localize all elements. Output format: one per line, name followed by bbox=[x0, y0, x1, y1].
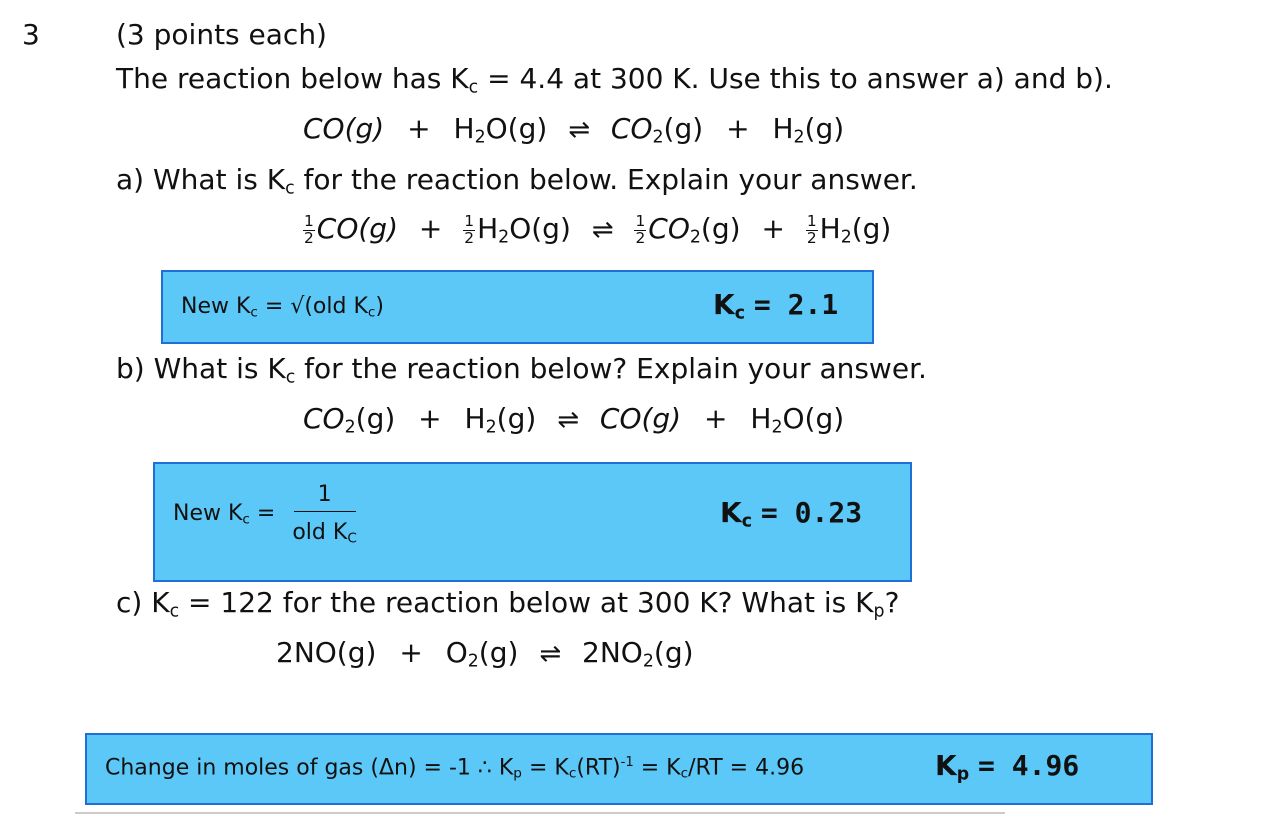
answer-a-text: New $K_c = √(old$ $K_c$) bbox=[181, 294, 384, 321]
reaction-equation-half: $\frac{1}{2}$ CO(g) + $\frac{1}{2}$ $H_2O(g)$ ⇌ $\frac{1}{2}$ $CO_2(g)$ + $\frac{1}{2}$ $H_2(g)$ bbox=[304, 212, 892, 248]
equilibrium-arrow-icon: ⇌ bbox=[557, 405, 579, 435]
answer-box-b bbox=[153, 462, 912, 582]
reaction-equation-main: $CO(g) + H_2O(g)$ ⇌ $CO_2(g) + H_2(g)$ bbox=[303, 112, 845, 148]
intro-text: The reaction below has $K_c = 4.4$ at 300 K. Use this to answer a) and b). bbox=[116, 62, 1113, 98]
page-bottom-rule bbox=[75, 812, 1005, 814]
answer-b-text: New $K_c$ = $\frac{1}{old K_C}$ bbox=[173, 482, 357, 547]
answer-a-k-value: $K_c = 2.1$ bbox=[713, 288, 839, 324]
part-a-question: a) What is $K_c$ for the reaction below. Explain your answer. bbox=[116, 163, 918, 199]
part-c-question: c) $K_c = 122$ for the reaction below at 300 K? What is $K_p$? bbox=[116, 586, 900, 622]
points-label: (3 points each) bbox=[116, 18, 327, 51]
part-b-question: b) What is $K_c$ for the reaction below? Explain your answer. bbox=[116, 352, 927, 388]
equilibrium-arrow-icon: ⇌ bbox=[568, 115, 590, 145]
equilibrium-arrow-icon: ⇌ bbox=[539, 639, 562, 669]
answer-c-text: Change in moles of gas (Δn) = -1 ∴ $K_p = K_c(RT)^{-1} = K_c/RT = 4.96$ bbox=[105, 755, 805, 782]
equilibrium-arrow-icon: ⇌ bbox=[591, 215, 614, 245]
fraction-one-over-old-k: $\frac{1}{old K_C}$ bbox=[292, 482, 357, 547]
answer-b-k-value: $K_c = 0.23$ bbox=[720, 496, 863, 532]
answer-c-k-value: $K_p = 4.96$ bbox=[935, 749, 1080, 785]
reaction-equation-no2: $2NO(g) + O_2(g)$ ⇌ $2NO_2(g)$ bbox=[276, 636, 694, 672]
answer-box-c bbox=[85, 733, 1153, 805]
answer-box-a bbox=[161, 270, 874, 344]
question-number: 3 bbox=[22, 18, 40, 51]
reaction-equation-reverse: $CO_2(g) + H_2(g)$ ⇌ $CO(g) + H_2O(g)$ bbox=[303, 402, 845, 438]
